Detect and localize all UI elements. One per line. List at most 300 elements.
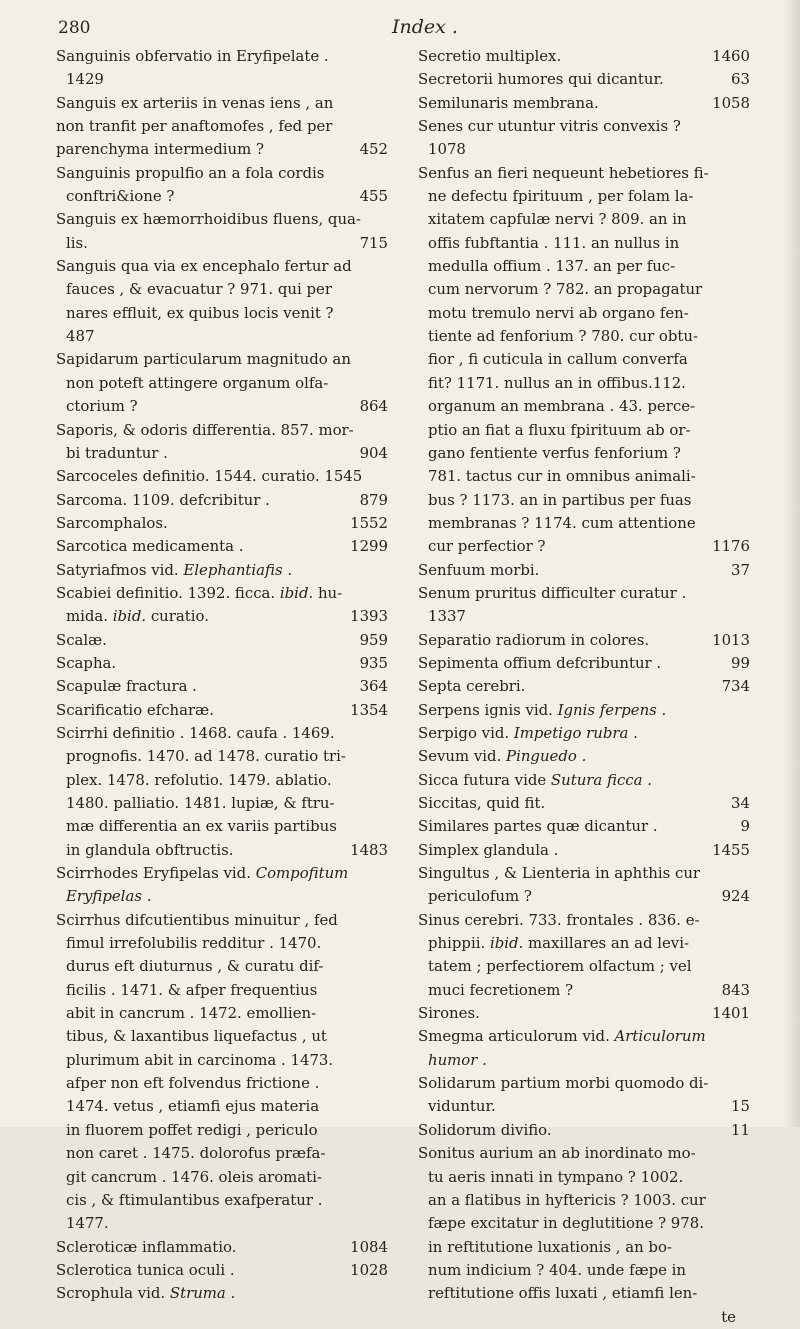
entry-line <box>56 1189 388 1212</box>
entry-text <box>56 1284 235 1302</box>
entry-line <box>418 302 750 325</box>
entry-line <box>418 1259 750 1282</box>
index-entry <box>418 652 750 675</box>
entry-line <box>56 68 388 91</box>
entry-line <box>418 1119 750 1142</box>
entry-term: Sevum vid. <box>418 747 507 766</box>
entry-text <box>66 70 104 88</box>
entry-text <box>428 1261 686 1279</box>
page-reference: 843 <box>721 980 750 999</box>
entry-term: Sonitus aurium an ab inordinato mo- <box>418 1144 696 1163</box>
entry-text <box>418 1074 708 1092</box>
entry-text <box>56 257 352 275</box>
entry-text <box>428 187 693 205</box>
entry-text <box>418 724 638 742</box>
entry-term: Satyriafmos vid. <box>56 560 184 579</box>
index-entry <box>56 162 388 209</box>
entry-line <box>418 979 750 1002</box>
page-reference: 99 <box>731 653 750 672</box>
running-head: Index . <box>392 16 458 38</box>
entry-term: Scrophula vid. <box>56 1284 170 1303</box>
index-entry <box>56 535 388 558</box>
entry-text <box>428 491 691 509</box>
entry-line <box>418 605 750 628</box>
entry-text <box>66 185 174 208</box>
page-reference: 864 <box>359 397 388 416</box>
entry-line <box>418 815 750 838</box>
entry-line <box>418 1002 750 1025</box>
page-reference: 364 <box>359 677 388 696</box>
entry-text <box>66 280 332 298</box>
entry-term: abit in cancrum . 1472. emollien- <box>66 1004 317 1023</box>
entry-term: organum an membrana . 43. perce- <box>428 397 696 416</box>
page-reference: 1483 <box>350 840 388 859</box>
entry-term: mæ differentia an ex variis partibus <box>66 817 337 836</box>
entry-text <box>66 747 346 765</box>
entry-term: Solidorum divifio. <box>418 1120 552 1139</box>
entry-line <box>56 955 388 978</box>
entry-text <box>66 1097 319 1115</box>
entry-term: tu aeris innati in tympano ? 1002. <box>428 1167 684 1186</box>
entry-text <box>428 1095 496 1118</box>
index-entry <box>56 862 388 909</box>
entry-term: Scabiei definitio. 1392. ficca. <box>56 583 280 602</box>
index-entry <box>56 1236 388 1259</box>
entry-term: fimul irrefolubilis redditur . 1470. <box>66 934 322 953</box>
entry-text <box>428 535 545 558</box>
entry-text <box>66 817 337 835</box>
entry-text <box>418 675 525 698</box>
entry-line <box>56 885 388 908</box>
entry-line <box>418 1236 750 1259</box>
entry-line <box>56 185 388 208</box>
entry-line <box>56 839 388 862</box>
entry-line <box>418 92 750 115</box>
page-reference: 1455 <box>712 840 750 859</box>
entry-line <box>56 348 388 371</box>
entry-term: offis fubftantia . 111. an nullus in <box>428 233 680 252</box>
page-reference: 1176 <box>712 537 750 556</box>
entry-line <box>56 1166 388 1189</box>
entry-term: periculofum ? <box>428 887 532 906</box>
page-reference: 63 <box>731 70 750 89</box>
entry-term: Sanguis ex arteriis in venas iens , an <box>56 93 334 112</box>
entry-line <box>418 162 750 185</box>
entry-text <box>66 1121 318 1139</box>
entry-line <box>56 932 388 955</box>
entry-term: non tranfit per anaftomofes , fed per <box>56 117 333 136</box>
entry-text <box>418 45 561 68</box>
entry-line <box>56 208 388 231</box>
entry-term: plex. 1478. refolutio. 1479. ablatio. <box>66 770 332 789</box>
entry-text <box>66 395 138 418</box>
entry-term: Sicca futura vide <box>418 770 551 789</box>
entry-text <box>56 535 244 558</box>
entry-text <box>428 1168 683 1186</box>
entry-term: muci fecretionem ? <box>428 980 574 999</box>
entry-text <box>428 374 686 392</box>
entry-term: bus ? 1173. an in partibus per fuas <box>428 490 692 509</box>
index-entry <box>418 629 750 652</box>
entry-line <box>418 372 750 395</box>
entry-term: lis. <box>66 233 88 252</box>
entry-text <box>56 421 354 439</box>
entry-line <box>418 185 750 208</box>
page-reference: 924 <box>721 887 750 906</box>
entry-term: fit? 1171. nullus an in offibus.112. <box>428 373 686 392</box>
entry-term: Singultus , & Lienteria in aphthis cur <box>418 864 701 883</box>
entry-term: fauces , & evacuatur ? 971. qui per <box>66 280 332 299</box>
index-entry <box>56 348 388 418</box>
entry-crossref: ibid. <box>112 607 147 626</box>
entry-term-cont: maxillares an ad levi- <box>523 934 690 953</box>
entry-line <box>418 348 750 371</box>
entry-text <box>56 94 333 112</box>
entry-text <box>66 771 332 789</box>
entry-crossref: Sutura ficca . <box>550 770 652 789</box>
entry-line <box>418 325 750 348</box>
entry-text <box>428 957 692 975</box>
entry-term: Saporis, & odoris differentia. 857. mor- <box>56 420 354 439</box>
index-entry <box>418 815 750 838</box>
page-reference: 1401 <box>712 1004 750 1023</box>
entry-term: ficilis . 1471. & afper frequentius <box>66 980 318 999</box>
entry-term: Solidarum partium morbi quomodo di- <box>418 1074 709 1093</box>
index-entry <box>418 45 750 68</box>
index-entry <box>56 629 388 652</box>
entry-text <box>428 257 675 275</box>
index-entry <box>418 722 750 745</box>
entry-text <box>66 934 321 952</box>
page-number: 280 <box>58 18 91 38</box>
entry-line <box>418 232 750 255</box>
entry-line <box>56 1236 388 1259</box>
entry-term: Scapulæ fractura . <box>56 677 197 696</box>
entry-term: 487 <box>66 327 95 346</box>
entry-line <box>56 278 388 301</box>
entry-term: 1477. <box>66 1214 109 1233</box>
page-reference: 1460 <box>712 47 750 65</box>
page-reference: 11 <box>731 1120 750 1139</box>
index-entry <box>418 909 750 1002</box>
entry-line <box>56 1259 388 1282</box>
entry-text <box>418 1144 696 1162</box>
entry-line <box>56 559 388 582</box>
page-reference: 15 <box>731 1097 750 1116</box>
entry-text <box>418 164 709 182</box>
entry-term: Sarcomphalos. <box>56 513 168 532</box>
entry-text <box>56 489 270 512</box>
entry-line <box>56 372 388 395</box>
entry-text <box>428 514 696 532</box>
page-reference: 455 <box>359 187 388 206</box>
entry-line <box>56 255 388 278</box>
entry-line <box>418 1166 750 1189</box>
index-entry <box>418 1072 750 1119</box>
entry-line <box>418 45 750 68</box>
entry-line <box>418 792 750 815</box>
entry-term: gano fentiente verfus fenforium ? <box>428 443 681 462</box>
entry-term: Scleroticæ inflammatio. <box>56 1237 237 1256</box>
index-entry <box>418 1025 750 1072</box>
entry-line <box>56 115 388 138</box>
index-entry <box>56 208 388 255</box>
entry-line <box>56 535 388 558</box>
entry-term: Sanguinis propulfio an a fola cordis <box>56 163 325 182</box>
page-reference: 1084 <box>350 1237 388 1256</box>
index-entry <box>418 862 750 909</box>
entry-text <box>428 421 691 439</box>
entry-text <box>66 1191 322 1209</box>
entry-line <box>56 512 388 535</box>
entry-crossref: Struma . <box>169 1284 236 1303</box>
entry-text <box>418 92 599 115</box>
entry-text <box>418 911 700 929</box>
entry-text <box>56 699 214 722</box>
page-reference: 34 <box>731 794 750 812</box>
entry-text <box>56 675 197 698</box>
entry-line <box>418 862 750 885</box>
entry-line <box>418 559 750 582</box>
entry-term: 1480. palliatio. 1481. lupiæ, & ftru- <box>66 794 335 812</box>
entry-term: nares effluit, ex quibus locis venit ? <box>66 303 334 322</box>
entry-crossref: ibid. <box>489 934 524 953</box>
page-reference: 935 <box>359 653 388 672</box>
index-entry <box>56 675 388 698</box>
entry-term: Simplex glandula . <box>418 840 559 859</box>
entry-line <box>418 465 750 488</box>
entry-line <box>56 675 388 698</box>
entry-term: Scapha. <box>56 653 117 672</box>
entry-term: medulla offium . 137. an per fuc- <box>428 257 676 276</box>
entry-text <box>418 584 686 602</box>
entry-line <box>418 1025 750 1048</box>
entry-text <box>56 724 335 742</box>
entry-text <box>56 138 264 161</box>
entry-text <box>721 1308 736 1326</box>
entry-text <box>418 1002 480 1025</box>
entry-term: Serpigo vid. <box>418 723 514 742</box>
entry-line <box>418 1072 750 1095</box>
page-reference: 904 <box>359 443 388 462</box>
entry-line <box>418 629 750 652</box>
entry-term: Sanguis ex hæmorrhoidibus fluens, qua- <box>56 210 361 229</box>
entry-term: Sirones. <box>418 1004 480 1023</box>
entry-text <box>66 839 234 862</box>
index-entry <box>418 68 750 91</box>
index-entry <box>418 1119 750 1142</box>
index-entry <box>418 745 750 768</box>
entry-term: Senfus an fieri nequeunt hebetiores fi- <box>418 163 709 182</box>
entry-term: Senfuum morbi. <box>418 560 540 579</box>
entry-text <box>66 1168 322 1186</box>
entry-text <box>66 605 209 628</box>
entry-term-cont: hu- <box>313 583 343 602</box>
entry-term: Senum pruritus difficulter curatur . <box>418 583 687 602</box>
entry-term: tiente ad fenforium ? 780. cur obtu- <box>428 327 699 346</box>
entry-term: conftri&ione ? <box>66 187 175 206</box>
entry-text <box>56 1259 235 1282</box>
page-reference: 1552 <box>350 513 388 532</box>
entry-term: Senes cur utuntur vitris convexis ? <box>418 117 681 136</box>
entry-line <box>418 535 750 558</box>
entry-line <box>56 722 388 745</box>
entry-text <box>66 981 317 999</box>
entry-text <box>66 1051 333 1069</box>
entry-text <box>418 629 649 652</box>
entry-term: durus eft diuturnus , & curatu dif- <box>66 957 324 976</box>
entry-line <box>418 1049 750 1072</box>
entry-line <box>418 489 750 512</box>
entry-text <box>66 304 334 322</box>
page-reference: 37 <box>731 560 750 579</box>
entry-line <box>56 395 388 418</box>
entry-term: phippii. <box>428 934 490 953</box>
entry-term: cis , & ftimulantibus exafperatur . <box>66 1190 323 1209</box>
entry-line <box>56 629 388 652</box>
entry-line <box>418 1142 750 1165</box>
entry-crossref: Articulorum <box>614 1027 706 1046</box>
entry-text <box>418 792 545 815</box>
entry-line <box>56 465 388 488</box>
index-entry <box>418 675 750 698</box>
entry-text <box>66 327 94 345</box>
entry-text <box>56 561 292 579</box>
page-reference: 1299 <box>350 537 388 556</box>
entry-line <box>418 1212 750 1235</box>
entry-term: Separatio radiorum in colores. <box>418 630 650 649</box>
index-entry <box>56 909 388 1236</box>
entry-text <box>428 1191 706 1209</box>
entry-line <box>56 605 388 628</box>
entry-text <box>418 815 658 838</box>
entry-line <box>56 979 388 1002</box>
entry-text <box>428 350 688 368</box>
entry-line <box>418 582 750 605</box>
page-reference: 452 <box>359 140 388 159</box>
entry-term: in reftitutione luxationis , an bo- <box>428 1237 672 1256</box>
entry-text <box>66 1004 316 1022</box>
entry-text <box>418 559 539 582</box>
entry-term: 1078 <box>428 140 466 159</box>
entry-text <box>428 1238 672 1256</box>
index-entry <box>56 489 388 512</box>
entry-term: Smegma articulorum vid. <box>418 1027 615 1046</box>
index-entry <box>418 582 750 629</box>
entry-line <box>56 769 388 792</box>
entry-line <box>56 1282 388 1305</box>
entry-term: motu tremulo nervi ab organo fen- <box>428 303 689 322</box>
index-entry <box>418 1142 750 1329</box>
entry-term: non caret . 1475. dolorofus præfa- <box>66 1144 326 1163</box>
entry-text <box>418 117 681 135</box>
entry-text <box>56 1236 236 1259</box>
entry-text <box>428 467 696 485</box>
entry-term: Scirrhus difcutientibus minuitur , fed <box>56 910 338 929</box>
index-entry <box>418 92 750 115</box>
entry-text <box>56 652 116 675</box>
entry-term: mida. <box>66 607 113 626</box>
entry-term: prognofis. 1470. ad 1478. curatio tri- <box>66 747 346 766</box>
entry-text <box>428 1051 487 1069</box>
entry-text <box>66 887 151 905</box>
entry-line <box>56 442 388 465</box>
page-reference: 959 <box>359 630 388 649</box>
entry-term: num indicium ? 404. unde fæpe in <box>428 1260 687 1279</box>
entry-line <box>418 955 750 978</box>
entry-term: Scalæ. <box>56 630 107 649</box>
index-entry <box>56 512 388 535</box>
entry-text <box>66 957 323 975</box>
entry-text <box>428 397 695 415</box>
entry-crossref: Compofitum <box>255 864 349 883</box>
entry-line <box>418 909 750 932</box>
entry-text <box>66 1074 319 1092</box>
entry-term: afper non eft folvendus frictione . <box>66 1074 320 1093</box>
entry-term: Sclerotica tunica oculi . <box>56 1260 235 1279</box>
entry-term: an a flatibus in hyftericis ? 1003. cur <box>428 1190 706 1209</box>
entry-line <box>418 138 750 161</box>
entry-line <box>56 138 388 161</box>
index-entry <box>56 255 388 348</box>
entry-line <box>418 885 750 908</box>
entry-text <box>428 327 698 345</box>
entry-line <box>56 302 388 325</box>
entry-crossref: Eryfipelas . <box>66 887 152 906</box>
page-reference: 1354 <box>350 700 388 719</box>
index-entry <box>56 45 388 92</box>
entry-line <box>418 255 750 278</box>
entry-term: in glandula obftructis. <box>66 840 234 859</box>
entry-text <box>418 1027 706 1045</box>
entry-term: tibus, & laxantibus liquefactus , ut <box>66 1027 327 1046</box>
entry-text <box>418 747 586 765</box>
entry-term: in fluorem poffet redigi , periculo <box>66 1120 318 1139</box>
entry-line <box>418 1189 750 1212</box>
entry-line <box>56 92 388 115</box>
index-entry <box>418 559 750 582</box>
entry-term: reftitutione offis luxati , etiamfi len- <box>428 1284 698 1303</box>
entry-term: Sinus cerebri. 733. frontales . 836. e- <box>418 910 700 929</box>
entry-text <box>56 210 361 228</box>
entry-term: cur perfectior ? <box>428 537 546 556</box>
entry-text <box>428 1284 697 1302</box>
entry-term: Scirrhi definitio . 1468. caufa . 1469. <box>56 723 335 742</box>
index-column-left <box>56 45 388 1306</box>
entry-term: Similares partes quæ dicantur . <box>418 817 658 836</box>
entry-text <box>428 607 466 625</box>
entry-text <box>428 885 532 908</box>
index-entry <box>418 839 750 862</box>
entry-line <box>56 1095 388 1118</box>
entry-term: cum nervorum ? 782. an propagatur <box>428 280 703 299</box>
entry-line <box>418 442 750 465</box>
entry-line <box>418 419 750 442</box>
entry-term: Scarificatio efcharæ. <box>56 700 214 719</box>
entry-line <box>418 1095 750 1118</box>
entry-text <box>66 1144 325 1162</box>
entry-line <box>56 582 388 605</box>
entry-line <box>56 652 388 675</box>
entry-term: tatem ; perfectiorem olfactum ; vel <box>428 957 692 976</box>
entry-line <box>418 932 750 955</box>
entry-term: ctorium ? <box>66 397 138 416</box>
index-entry <box>56 582 388 629</box>
entry-line <box>418 278 750 301</box>
entry-term: 1337 <box>428 607 466 626</box>
index-entry <box>56 699 388 722</box>
entry-term: 1474. vetus , etiamfi ejus materia <box>66 1097 320 1116</box>
